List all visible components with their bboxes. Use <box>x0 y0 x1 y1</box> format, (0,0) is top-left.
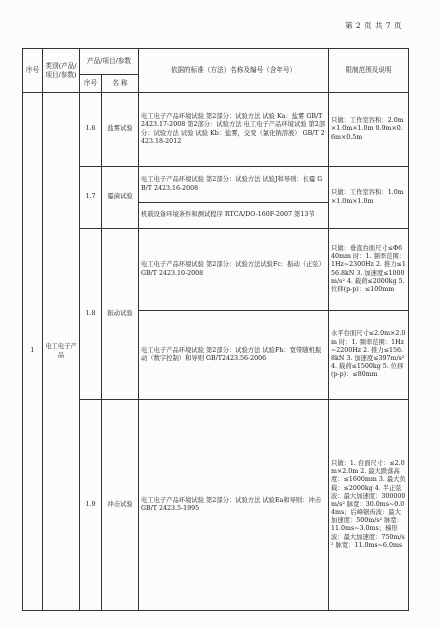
item-limit: 只做：1. 台面尺寸：≤2.0m×2.0m 2. 最大跌落高度：≤1600mm 3. 最大负载：≤2000kg 4. 半正弦波：最大加速度：300000m/s² 脉宽：30.0ms~0.04ms；后峰锯齿波：最大加速度：500m/s² 脉宽：11.0ms~3.0ms；梯形波：最大加速度：750m/s² 脉宽：11.0ms~6.0ms <box>329 400 409 611</box>
item-limit: 只做：工作室容积：1.0m×1.0m×1.0m <box>329 167 409 229</box>
item-standard: 电工电子产品环境试验 第2部分：试验方法 试验 Ka：盐雾 GB/T 2423.17-2008 第2部分：试验方法 电工电子产品环境试验 第2部分：试验方法 试验 试验 Kb：盐雾，交变（氯化钠溶液） GB/T 2423.18-2012 <box>139 93 329 167</box>
item-limit: 只做：垂直台面尺寸≤Φ640mm 时：1. 频率范围：1Hz~2300Hz 2. 推力≤156.8kN 3. 加速度≤1000m/s² 4. 载荷≤2000kg 5. 位移(p-p)：≤100mm <box>329 229 409 311</box>
table-row <box>23 400 409 611</box>
header-seq: 序号 <box>23 49 43 93</box>
item-name: 盐雾试验 <box>102 93 139 167</box>
group-seq: 1 <box>23 93 43 611</box>
header-category: 类别(产品/项目/参数) <box>43 49 80 93</box>
header-product-param: 产品/项目/参数 <box>80 49 139 75</box>
item-name: 冲击试验 <box>102 400 139 611</box>
header-standard: 依据的标准（方法）名称及编号（含年号） <box>139 49 329 93</box>
page-number: 第 2 页 共 7 页 <box>345 21 402 30</box>
item-standard: 电工电子产品环境试验 第2部分：试验方法 试验J和导则：长霉 GB/T 2423.16-2008 <box>139 167 329 203</box>
group-category: 电工电子产品 <box>43 93 80 611</box>
header-row <box>23 49 409 75</box>
table-row <box>23 93 409 167</box>
item-standard: 电工电子产品环境试验 第2部分：试验方法 试验Fh：宽带随机振动（数字控制）和导则 GB/T2423.56-2006 <box>139 311 329 400</box>
item-name: 振动试验 <box>102 229 139 400</box>
item-no: 1.7 <box>80 167 102 229</box>
header-name: 名 称 <box>102 75 139 93</box>
item-standard: 机载设备环境条件和测试程序 RTCA/DO-160F-2007 第13节 <box>139 203 329 229</box>
table-row <box>23 229 409 311</box>
item-standard: 电工电子产品环境试验 第2部分：试验方法试验Fc：振动（正弦） GB/T 2423.10-2008 <box>139 229 329 311</box>
scope-table <box>22 48 409 611</box>
item-no: 1.9 <box>80 400 102 611</box>
item-limit: 水平台面尺寸≤2.0m×2.0m 时：1. 频率范围：1Hz~2200Hz 2. 推力≤156.8kN 3. 加速度≤397m/s² 4. 载荷≤1500kg 5. 位移(p-p)：≤80mm <box>329 311 409 400</box>
item-no: 1.8 <box>80 229 102 400</box>
item-name: 霉菌试验 <box>102 167 139 229</box>
item-standard: 电工电子产品环境试验 第2部分：试验方法 试验Ea和导则：冲击 GB/T 2423.5-1995 <box>139 400 329 611</box>
header-sub-seq: 序号 <box>80 75 102 93</box>
header-limit: 限制范围及说明 <box>329 49 409 93</box>
item-no: 1.6 <box>80 93 102 167</box>
table-row <box>23 167 409 203</box>
item-limit: 只做：工作室容积：2.0m×1.0m×1.0m 0.9m×0.6m×0.5m <box>329 93 409 167</box>
